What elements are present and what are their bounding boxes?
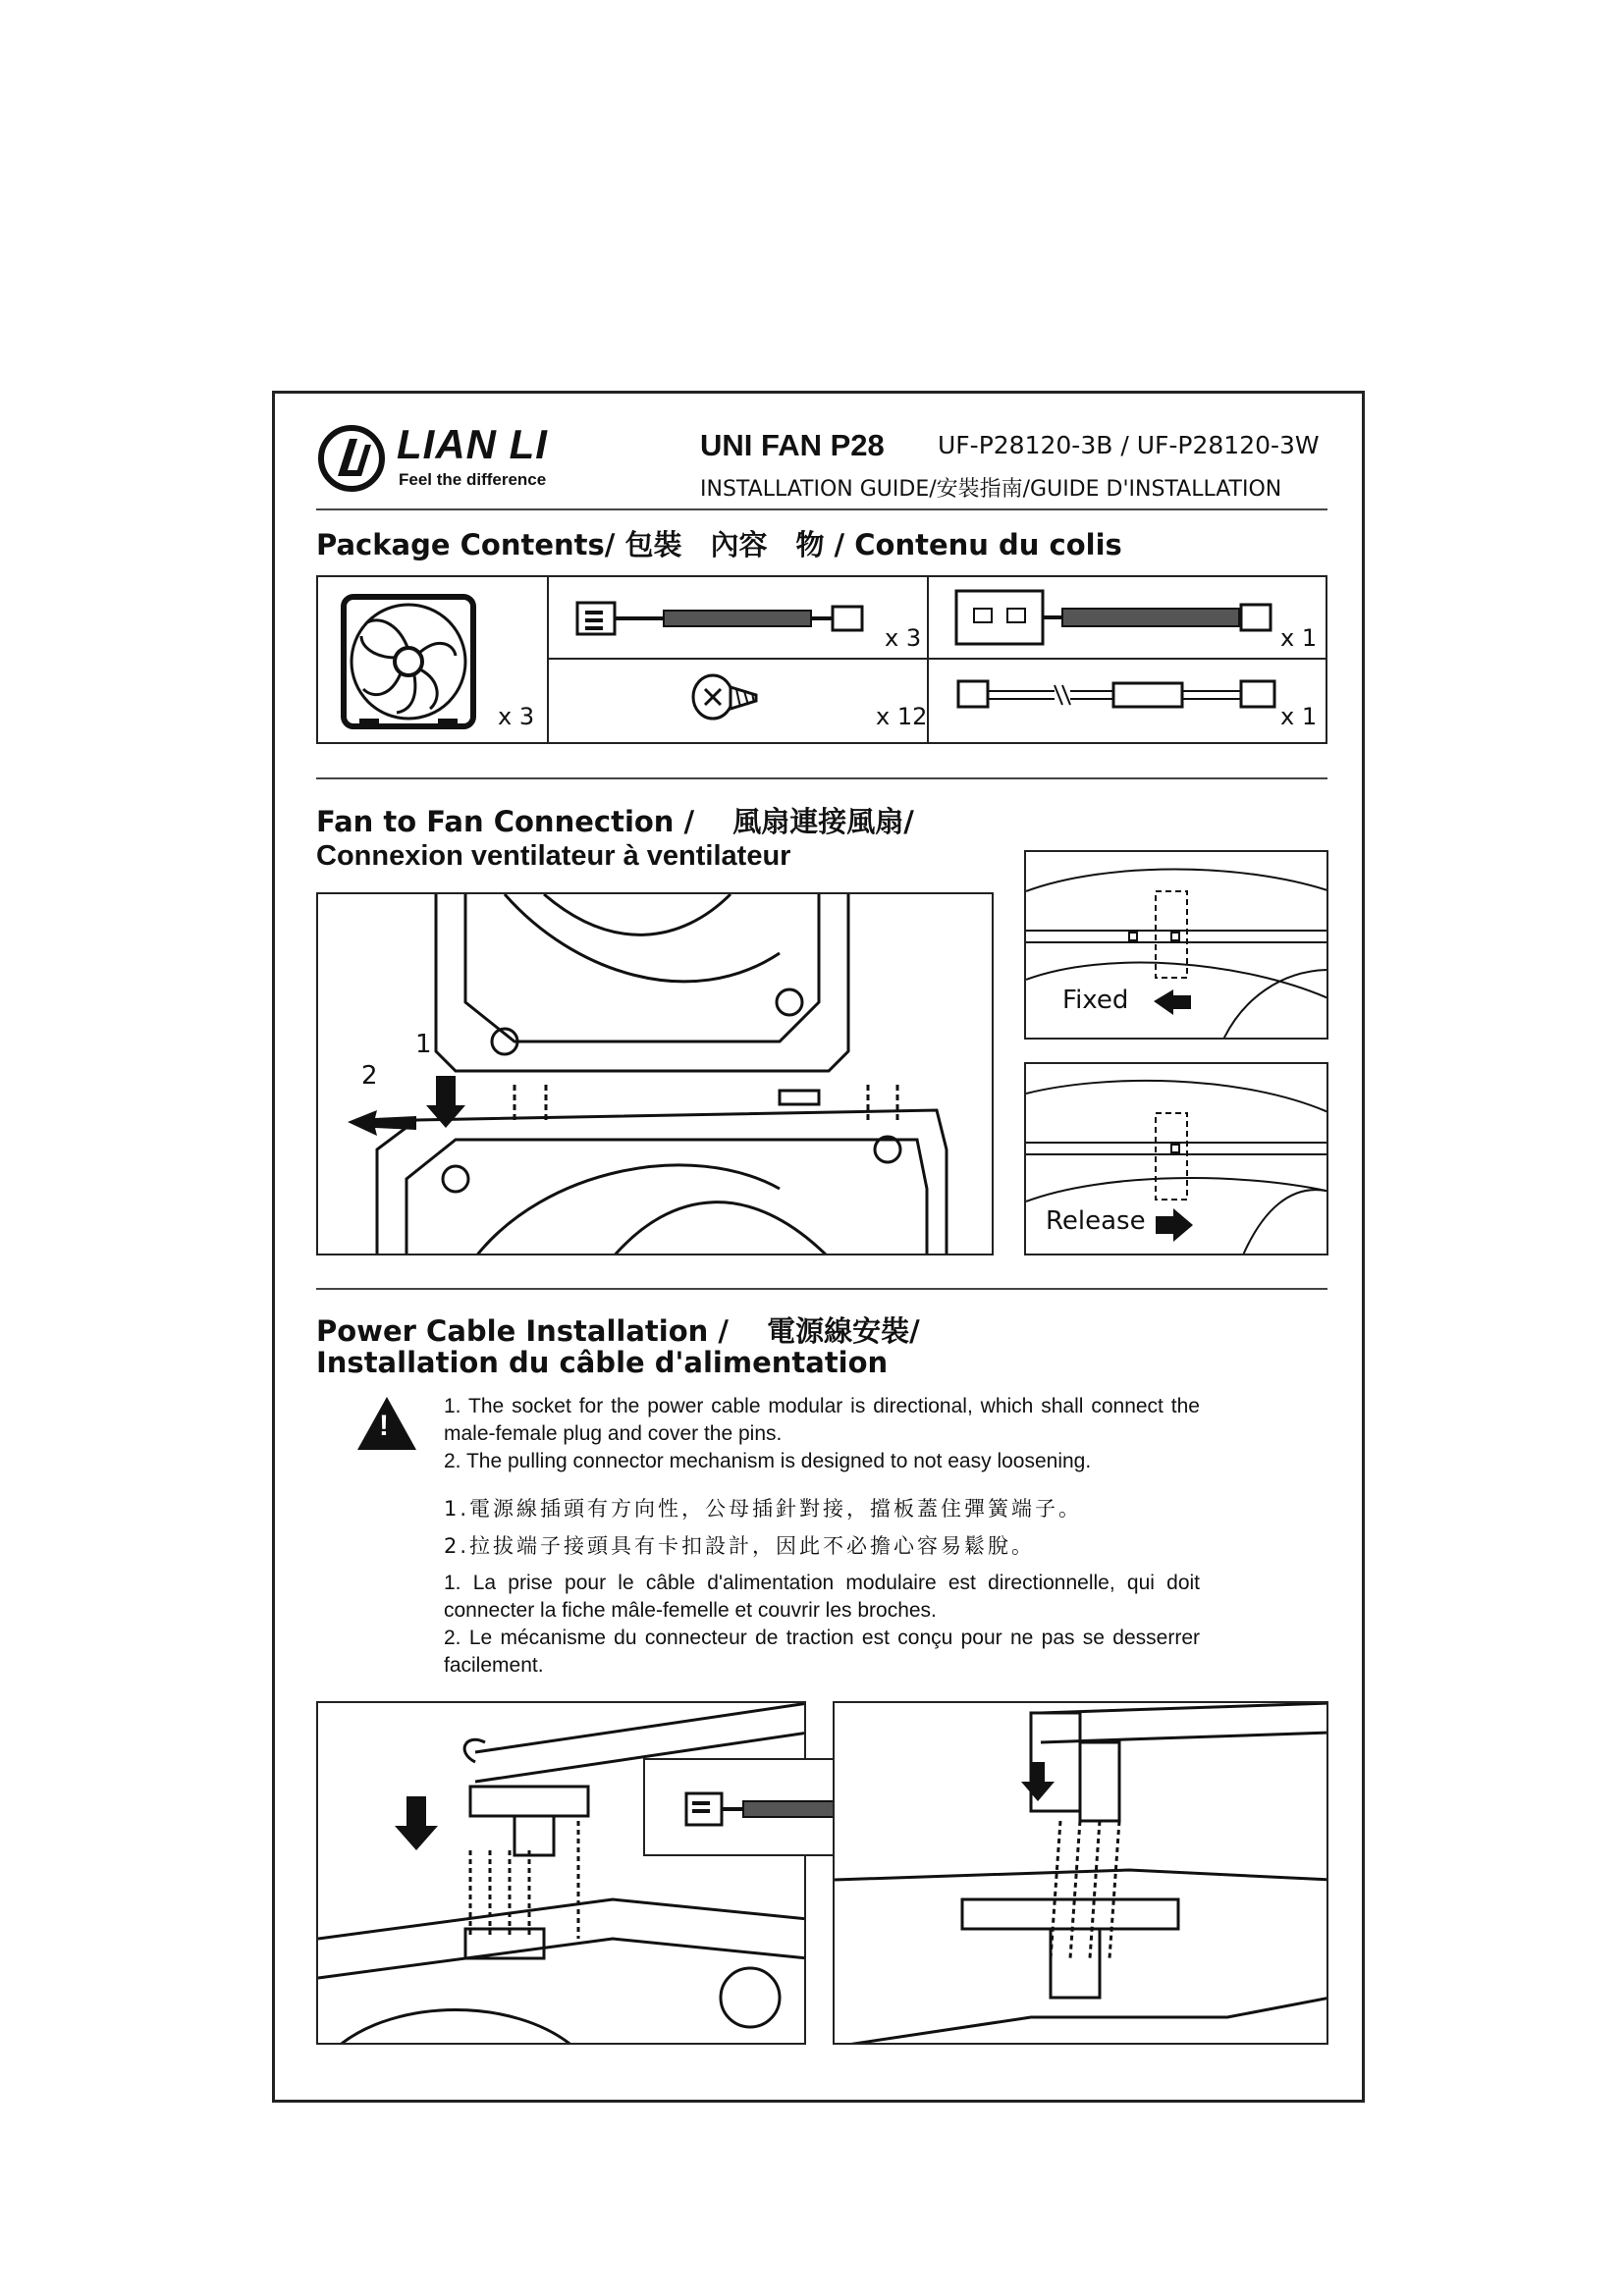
warning-symbol: ! [379, 1410, 389, 1442]
fan-connection-illustration [318, 894, 994, 1255]
power-cable-illustration-right [835, 1703, 1328, 2045]
screw-quantity: x 12 [876, 703, 928, 730]
instruction-sheet [272, 391, 1365, 2103]
brand-name: LIAN LI [397, 421, 548, 467]
fan-icon [340, 593, 477, 730]
model-numbers: UF-P28120-3B / UF-P28120-3W [938, 431, 1320, 459]
guide-title: INSTALLATION GUIDE/安裝指南/GUIDE D'INSTALLATION [700, 477, 1282, 502]
fan-to-fan-cable-icon [575, 599, 870, 638]
release-arrow-icon [1156, 1208, 1193, 1242]
english-note-1: 1. The socket for the power cable modular is directional, which shall connect the male-female plug and cover the pins. [444, 1395, 1200, 1445]
insert-arrow-icon [395, 1796, 438, 1850]
release-label: Release [1046, 1206, 1146, 1236]
controller-cable-icon [954, 587, 1278, 648]
fan-connection-title: Fan to Fan Connection / 風扇連接風扇/ [316, 805, 914, 838]
fan-quantity: x 3 [498, 703, 535, 730]
french-note-2: 2. Le mécanisme du connecteur de traction est conçu pour ne pas se desserrer facilement. [444, 1627, 1200, 1677]
power-cable-illustration-left [318, 1703, 806, 2045]
package-contents-table [316, 575, 1327, 744]
fixed-label: Fixed [1062, 986, 1129, 1015]
step-number-1: 1 [415, 1030, 432, 1059]
extension-cable-quantity: x 1 [1280, 703, 1318, 730]
brand-tagline: Feel the difference [399, 470, 547, 489]
insert-arrow-right-icon [1021, 1762, 1055, 1801]
screw-icon [691, 669, 760, 724]
english-note-2: 2. The pulling connector mechanism is designed to not easy loosening. [444, 1450, 1092, 1472]
left-arrow-icon [348, 1110, 416, 1136]
fixed-arrow-icon [1154, 989, 1191, 1015]
step-number-2: 2 [361, 1061, 378, 1091]
fan-connection-title-fr: Connexion ventilateur à ventilateur [316, 840, 791, 872]
controller-cable-quantity: x 1 [1280, 624, 1318, 652]
product-name: UNI FAN P28 [700, 428, 885, 462]
power-cable-diagram-right [833, 1701, 1328, 2045]
package-contents-title: Package Contents/ 包裝 內容 物 / Contenu du colis [316, 528, 1122, 561]
lianli-logo-icon [316, 423, 387, 494]
chinese-note-1: 1.電源線插頭有方向性，公母插針對接，擋板蓋住彈簧端子。 [444, 1497, 1083, 1521]
extension-cable-icon [956, 675, 1280, 715]
french-note-1: 1. La prise pour le câble d'alimentation modulaire est directionnelle, qui doit connecter la fiche mâle-femelle et couvrir les broches. [444, 1572, 1200, 1622]
power-cable-title-fr: Installation du câble d'alimentation [316, 1346, 889, 1379]
section-divider [316, 777, 1327, 779]
fan-connection-diagram [316, 892, 994, 1255]
header-divider [316, 508, 1327, 510]
fan-to-fan-cable-quantity: x 3 [885, 624, 922, 652]
chinese-note-2: 2.拉拔端子接頭具有卡扣設計，因此不必擔心容易鬆脫。 [444, 1534, 1036, 1558]
power-cable-title: Power Cable Installation / 電源線安裝/ [316, 1314, 920, 1348]
section-divider-2 [316, 1288, 1327, 1290]
power-cable-diagram-left [316, 1701, 806, 2045]
